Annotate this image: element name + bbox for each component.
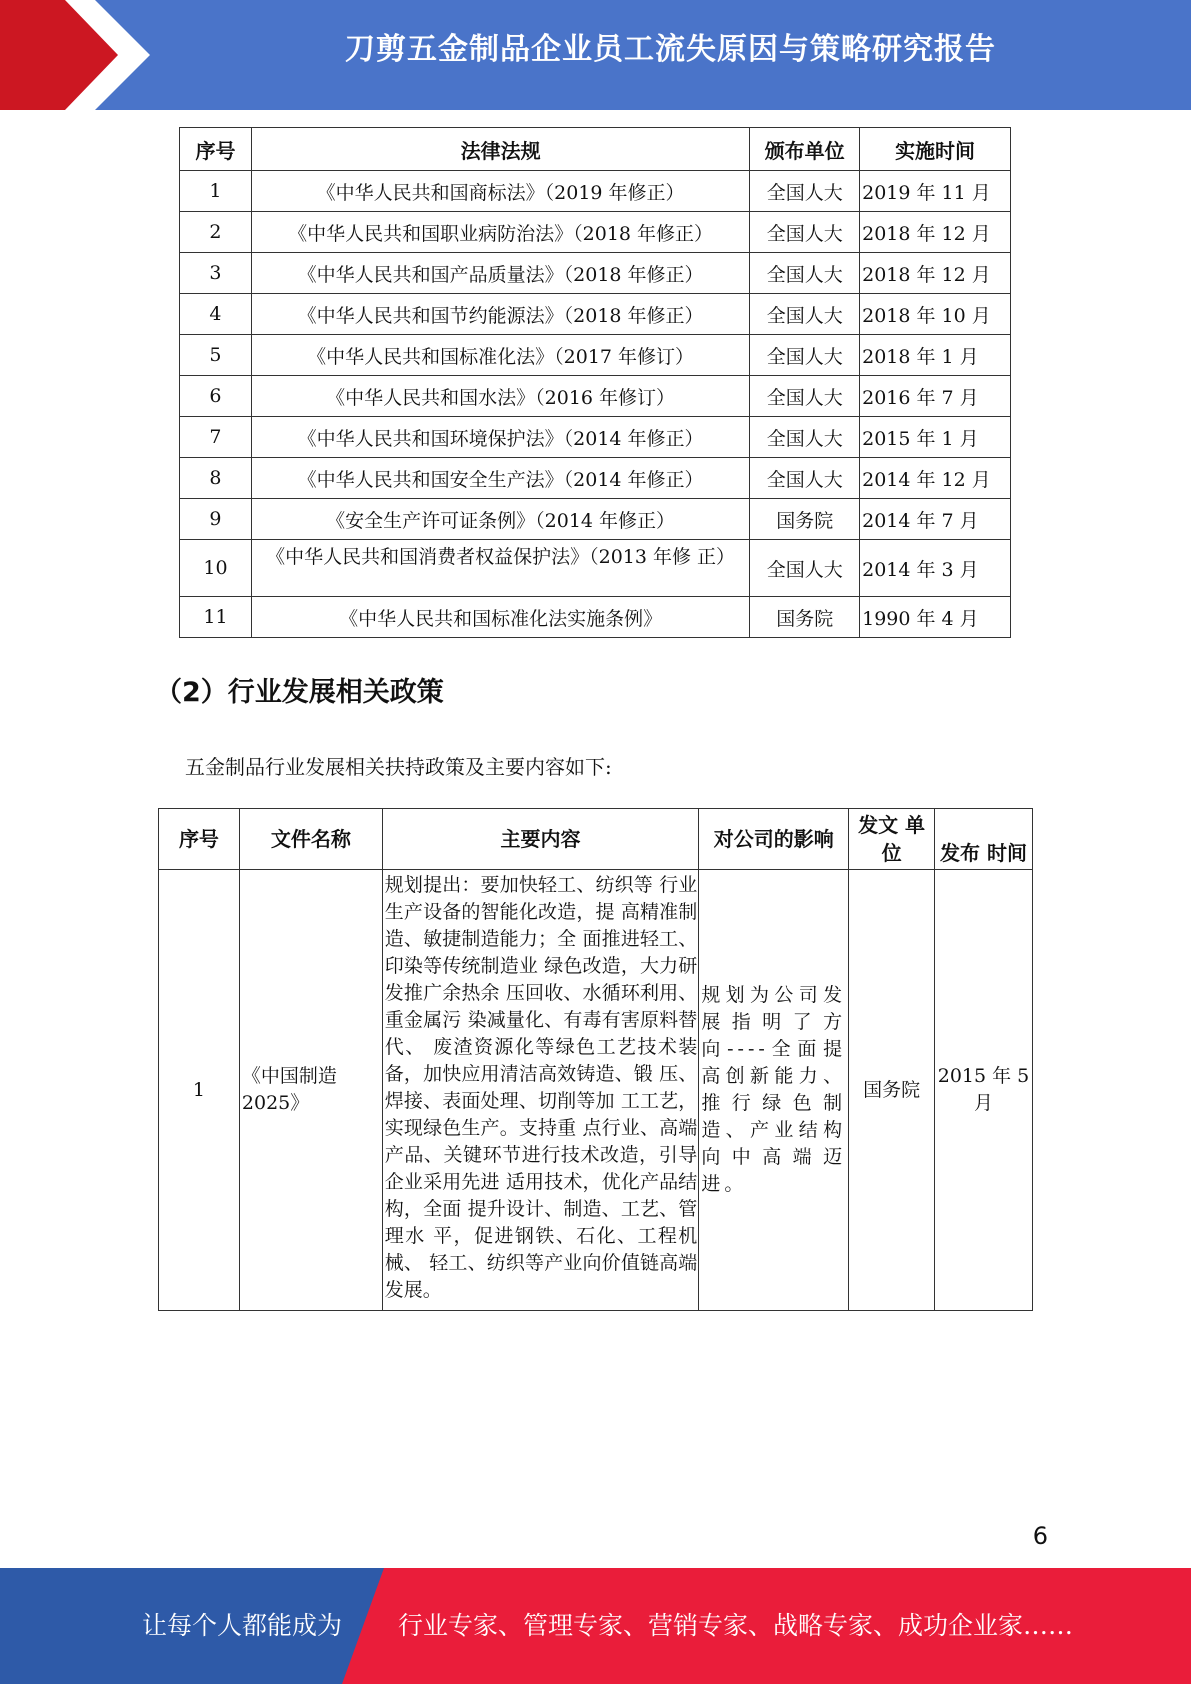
policy-table <box>158 808 1033 1311</box>
page-number: 6 <box>1032 1522 1048 1550</box>
row-number: 1 <box>180 171 252 212</box>
row-number: 3 <box>180 253 252 294</box>
law-name: 《中华人民共和国商标法》（2019 年修正） <box>251 171 749 212</box>
effective-date: 2018 年 12 月 <box>860 212 1011 253</box>
row-number: 1 <box>159 870 240 1311</box>
impact-on-company: 规划为公司发展指明了方向----全面提高创新能力、推行绿色制造、产业结构向中高端迈进。 <box>699 870 849 1311</box>
table-row <box>180 499 1011 540</box>
effective-date: 2019 年 11 月 <box>860 171 1011 212</box>
effective-date: 2014 年 7 月 <box>860 499 1011 540</box>
laws-table <box>179 127 1011 638</box>
header-cell: 主要内容 <box>382 809 699 870</box>
header-cell: 发布 时间 <box>935 809 1033 870</box>
law-name: 《中华人民共和国标准化法》（2017 年修订） <box>251 335 749 376</box>
row-number: 2 <box>180 212 252 253</box>
row-number: 4 <box>180 294 252 335</box>
row-number: 11 <box>180 597 252 638</box>
table-row <box>159 870 1033 1311</box>
issuing-unit: 全国人大 <box>750 212 860 253</box>
law-name: 《中华人民共和国职业病防治法》（2018 年修正） <box>251 212 749 253</box>
table-row <box>180 458 1011 499</box>
effective-date: 2014 年 12 月 <box>860 458 1011 499</box>
issuing-unit: 全国人大 <box>750 335 860 376</box>
law-name: 《中华人民共和国环境保护法》（2014 年修正） <box>251 417 749 458</box>
table-row <box>180 335 1011 376</box>
table-row <box>180 253 1011 294</box>
header-cell: 颁布单位 <box>750 128 860 171</box>
policy-table-header <box>159 809 1033 870</box>
effective-date: 2018 年 12 月 <box>860 253 1011 294</box>
row-number: 10 <box>180 540 252 597</box>
header-cell: 发文 单位 <box>849 809 935 870</box>
publish-date: 2015 年 5月 <box>935 870 1033 1311</box>
issuing-unit: 国务院 <box>750 499 860 540</box>
table-row <box>180 171 1011 212</box>
issuing-unit: 全国人大 <box>750 417 860 458</box>
header-cell: 文件名称 <box>239 809 382 870</box>
law-name: 《中华人民共和国节约能源法》（2018 年修正） <box>251 294 749 335</box>
header-cell: 序号 <box>180 128 252 171</box>
table-row <box>180 212 1011 253</box>
footer-slogan-right: 行业专家、管理专家、营销专家、战略专家、成功企业家…… <box>398 1611 1074 1640</box>
laws-table-header <box>180 128 1011 171</box>
header-cell: 实施时间 <box>860 128 1011 171</box>
issuing-unit: 全国人大 <box>750 171 860 212</box>
table-row <box>180 597 1011 638</box>
row-number: 9 <box>180 499 252 540</box>
issuing-unit: 全国人大 <box>750 253 860 294</box>
issuing-unit: 国务院 <box>849 870 935 1311</box>
row-number: 6 <box>180 376 252 417</box>
table-row <box>180 294 1011 335</box>
row-number: 7 <box>180 417 252 458</box>
table-row <box>180 540 1011 597</box>
report-title: 刀剪五金制品企业员工流失原因与策略研究报告 <box>345 32 996 67</box>
table-row <box>180 376 1011 417</box>
law-name: 《中华人民共和国消费者权益保护法》（2013 年修 正） <box>251 540 749 597</box>
row-number: 5 <box>180 335 252 376</box>
section-heading: （2）行业发展相关政策 <box>155 677 444 708</box>
law-name: 《中华人民共和国标准化法实施条例》 <box>251 597 749 638</box>
effective-date: 2016 年 7 月 <box>860 376 1011 417</box>
page-header <box>0 0 1191 110</box>
law-name: 《中华人民共和国产品质量法》（2018 年修正） <box>251 253 749 294</box>
footer-slogan-left: 让每个人都能成为 <box>142 1611 343 1640</box>
effective-date: 2015 年 1 月 <box>860 417 1011 458</box>
issuing-unit: 全国人大 <box>750 376 860 417</box>
issuing-unit: 全国人大 <box>750 294 860 335</box>
effective-date: 2018 年 1 月 <box>860 335 1011 376</box>
document-name: 《中国制造 2025》 <box>239 870 382 1311</box>
header-arrow-decoration <box>0 0 160 110</box>
table-row <box>180 417 1011 458</box>
header-cell: 法律法规 <box>251 128 749 171</box>
law-name: 《安全生产许可证条例》（2014 年修正） <box>251 499 749 540</box>
law-name: 《中华人民共和国水法》（2016 年修订） <box>251 376 749 417</box>
effective-date: 2014 年 3 月 <box>860 540 1011 597</box>
header-cell: 对公司的影响 <box>699 809 849 870</box>
effective-date: 2018 年 10 月 <box>860 294 1011 335</box>
section-intro: 五金制品行业发展相关扶持政策及主要内容如下: <box>185 755 612 779</box>
law-name: 《中华人民共和国安全生产法》（2014 年修正） <box>251 458 749 499</box>
header-cell: 序号 <box>159 809 240 870</box>
row-number: 8 <box>180 458 252 499</box>
main-content: 规划提出：要加快轻工、纺织等 行业生产设备的智能化改造，提 高精准制造、敏捷制造能力；全 面推进轻工、印染等传统制造业 绿色改造，大力研发推广余热余 压回收、水循环利用、重金属污 染减量化、有毒有害原料替代、 废渣资源化等绿色工艺技术装备，加快应用清洁高效铸造、锻 压、焊接、表面处理、切削等加 工工艺，实现绿色生产。支持重 点行业、高端产品、关键环节进行技术改造，引导企业采用先进 适用技术，优化产品结构，全面 提升设计、制造、工艺、管理水 平，促进钢铁、石化、工程机械、 轻工、纺织等产业向价值链高端 发展。 <box>382 870 699 1311</box>
issuing-unit: 国务院 <box>750 597 860 638</box>
issuing-unit: 全国人大 <box>750 540 860 597</box>
effective-date: 1990 年 4 月 <box>860 597 1011 638</box>
issuing-unit: 全国人大 <box>750 458 860 499</box>
page-footer <box>0 1568 1191 1684</box>
